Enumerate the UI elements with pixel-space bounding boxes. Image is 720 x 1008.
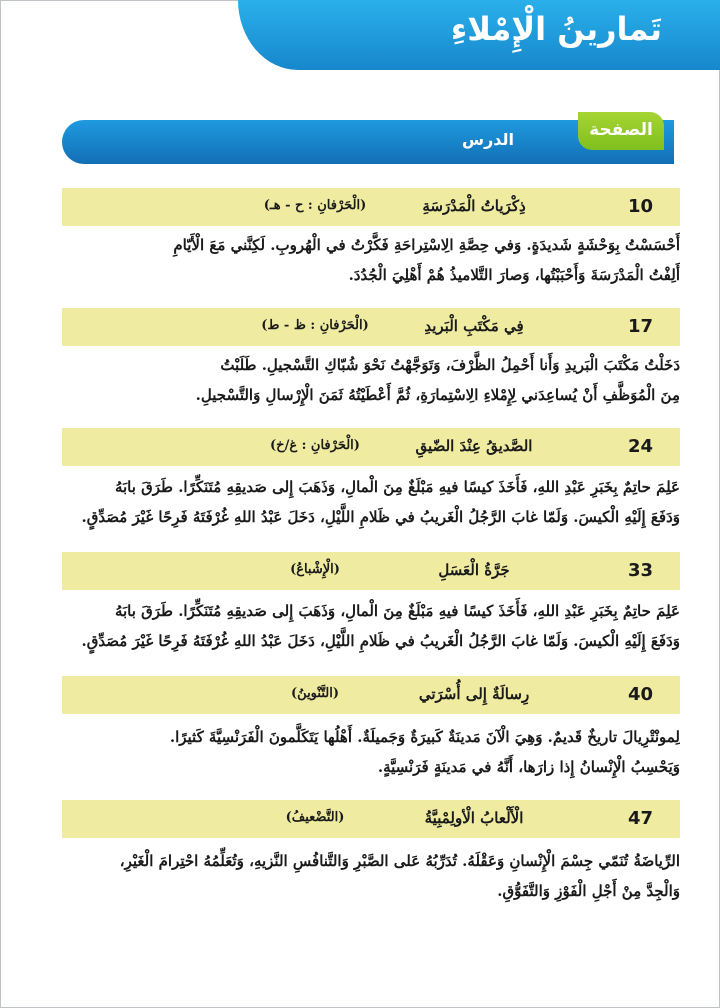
lesson-header [62,800,680,838]
paragraph-line: أَلِفْتُ الْمَدْرَسَةَ وَأَحْبَبْتُها، وَصارَ التَّلاميذُ هُمْ أَهْلِيَ الْجُدُدَ. [348,266,680,284]
lesson-header [62,188,680,226]
lesson-title: الصَّديقُ عِنْدَ الضّيقِ [415,437,533,455]
paragraph-line: الرِّياضَةُ تُنَمّي جِسْمَ الْإِنْسانِ وَعَقْلَهُ. تُدَرِّبُهُ عَلى الصَّبْرِ وَالتَّنافُسِ النَّزيهِ، وَتُعَلِّمُهُ احْتِرامَ الْغَيْرِ، [119,852,680,870]
lesson-letters: (التَّنْوينُ) [291,686,339,701]
paragraph-line: دَخَلْتُ مَكْتَبَ الْبَريدِ وَأَنا أَحْمِلُ الظَّرْفَ، وَتَوَجَّهْتُ نَحْوَ شُبّاكِ التَّسْجيلِ. طَلَبْتُ [220,356,680,374]
lesson-letters: (الْحَرْفانِ : ظ - ط) [261,318,369,333]
paragraph-line: أَحْسَسْتُ بِوَحْشَةٍ شَديدَةٍ. وَفي حِصَّةِ الِاسْتِراحَةِ فَكَّرْتُ في الْهُروبِ. لَكِنَّني مَعَ الْأَيّامِ [173,236,680,254]
paragraph-line: وَيَحْسِبُ الْإِنْسانُ إِذا زارَها، أَنَّهُ في مَدينَةٍ فَرَنْسِيَّةٍ. [377,758,680,776]
lesson-page-number: 47 [628,808,654,829]
page-title: تَمارينُ الْإِمْلاءِ [450,10,662,48]
lesson-paragraph [62,846,680,906]
lesson-title: الْأَلْعابُ الْأولِمْبِيَّةُ [424,809,524,827]
page-column-label: الصفحة [578,112,664,150]
lesson-paragraph [62,472,680,532]
lesson-page-number: 33 [628,560,654,581]
lesson-title: رِسالَةٌ إِلى أُسْرَتي [418,685,530,703]
paragraph-line: عَلِمَ حاتِمٌ بِخَبَرِ عَبْدِ اللهِ، فَأَخَذَ كيسًا فيهِ مَبْلَغٌ مِنَ الْمالِ، وَذَهَبَ إِلى صَديقِهِ مُتَنَكِّرًا. طَرَقَ بابَهُ [114,478,680,496]
paragraph-line: عَلِمَ حاتِمٌ بِخَبَرِ عَبْدِ اللهِ، فَأَخَذَ كيسًا فيهِ مَبْلَغٌ مِنَ الْمالِ، وَذَهَبَ إِلى صَديقِهِ مُتَنَكِّرًا. طَرَقَ بابَهُ [114,602,680,620]
lesson-letters: (الْحَرْفانِ : غ/خ) [270,438,360,453]
lesson-paragraph [62,350,680,410]
lesson-page-number: 10 [628,196,654,217]
lesson-page-number: 17 [628,316,654,337]
lesson-paragraph [62,722,680,782]
title-banner [238,0,720,70]
lesson-letters: (الْحَرْفانِ : ح - هـ) [263,198,367,213]
lesson-title: فِي مَكْتَبِ الْبَريدِ [424,317,524,335]
paragraph-line: وَدَفَعَ إِلَيْهِ الْكيسَ. وَلَمّا غابَ الرَّجُلُ الْغَريبُ في ظَلامِ اللَّيْلِ، دَخَلَ عَبْدُ اللهِ غُرْفَتَهُ فَرِحًا غَيْرَ مُصَدِّقٍ. [81,632,680,650]
lesson-header [62,676,680,714]
lesson-title: ذِكْرَياتُ الْمَدْرَسَةِ [422,197,526,215]
lesson-letters: (التَّضْعيفُ) [285,810,345,825]
paragraph-line: لِمونْتْرِيالَ تاريخٌ قَديمٌ. وَهِيَ الْآنَ مَدينَةٌ كَبيرَةٌ وَجَميلَةٌ. أَهْلُها يَتَكَلَّمونَ الْفَرَنْسِيَّةَ كَثيرًا. [169,728,680,746]
lesson-header [62,552,680,590]
lesson-paragraph [62,230,680,290]
lesson-title: جَرَّةُ الْعَسَلِ [438,561,510,579]
lesson-letters: (الْإِشْباعُ) [290,562,340,577]
lesson-column-label: الدرس [462,130,515,149]
lesson-header [62,428,680,466]
paragraph-line: مِنَ الْمُوَظَّفِ أَنْ يُساعِدَني لِإِمْلاءِ الِاسْتِمارَةِ، ثُمَّ أَعْطَيْتُهُ ثَمَنَ الْإِرْسالِ وَالتَّسْجيلِ. [195,386,680,404]
paragraph-line: وَدَفَعَ إِلَيْهِ الْكيسَ. وَلَمّا غابَ الرَّجُلُ الْغَريبُ في ظَلامِ اللَّيْلِ، دَخَلَ عَبْدُ اللهِ غُرْفَتَهُ فَرِحًا غَيْرَ مُصَدِّقٍ. [81,508,680,526]
lesson-page-number: 24 [628,436,654,457]
paragraph-line: وَالْجِدَّ مِنْ أَجْلِ الْفَوْزِ وَالتَّفَوُّقِ. [497,882,680,900]
lesson-paragraph [62,596,680,656]
lesson-header [62,308,680,346]
lesson-page-number: 40 [628,684,654,705]
